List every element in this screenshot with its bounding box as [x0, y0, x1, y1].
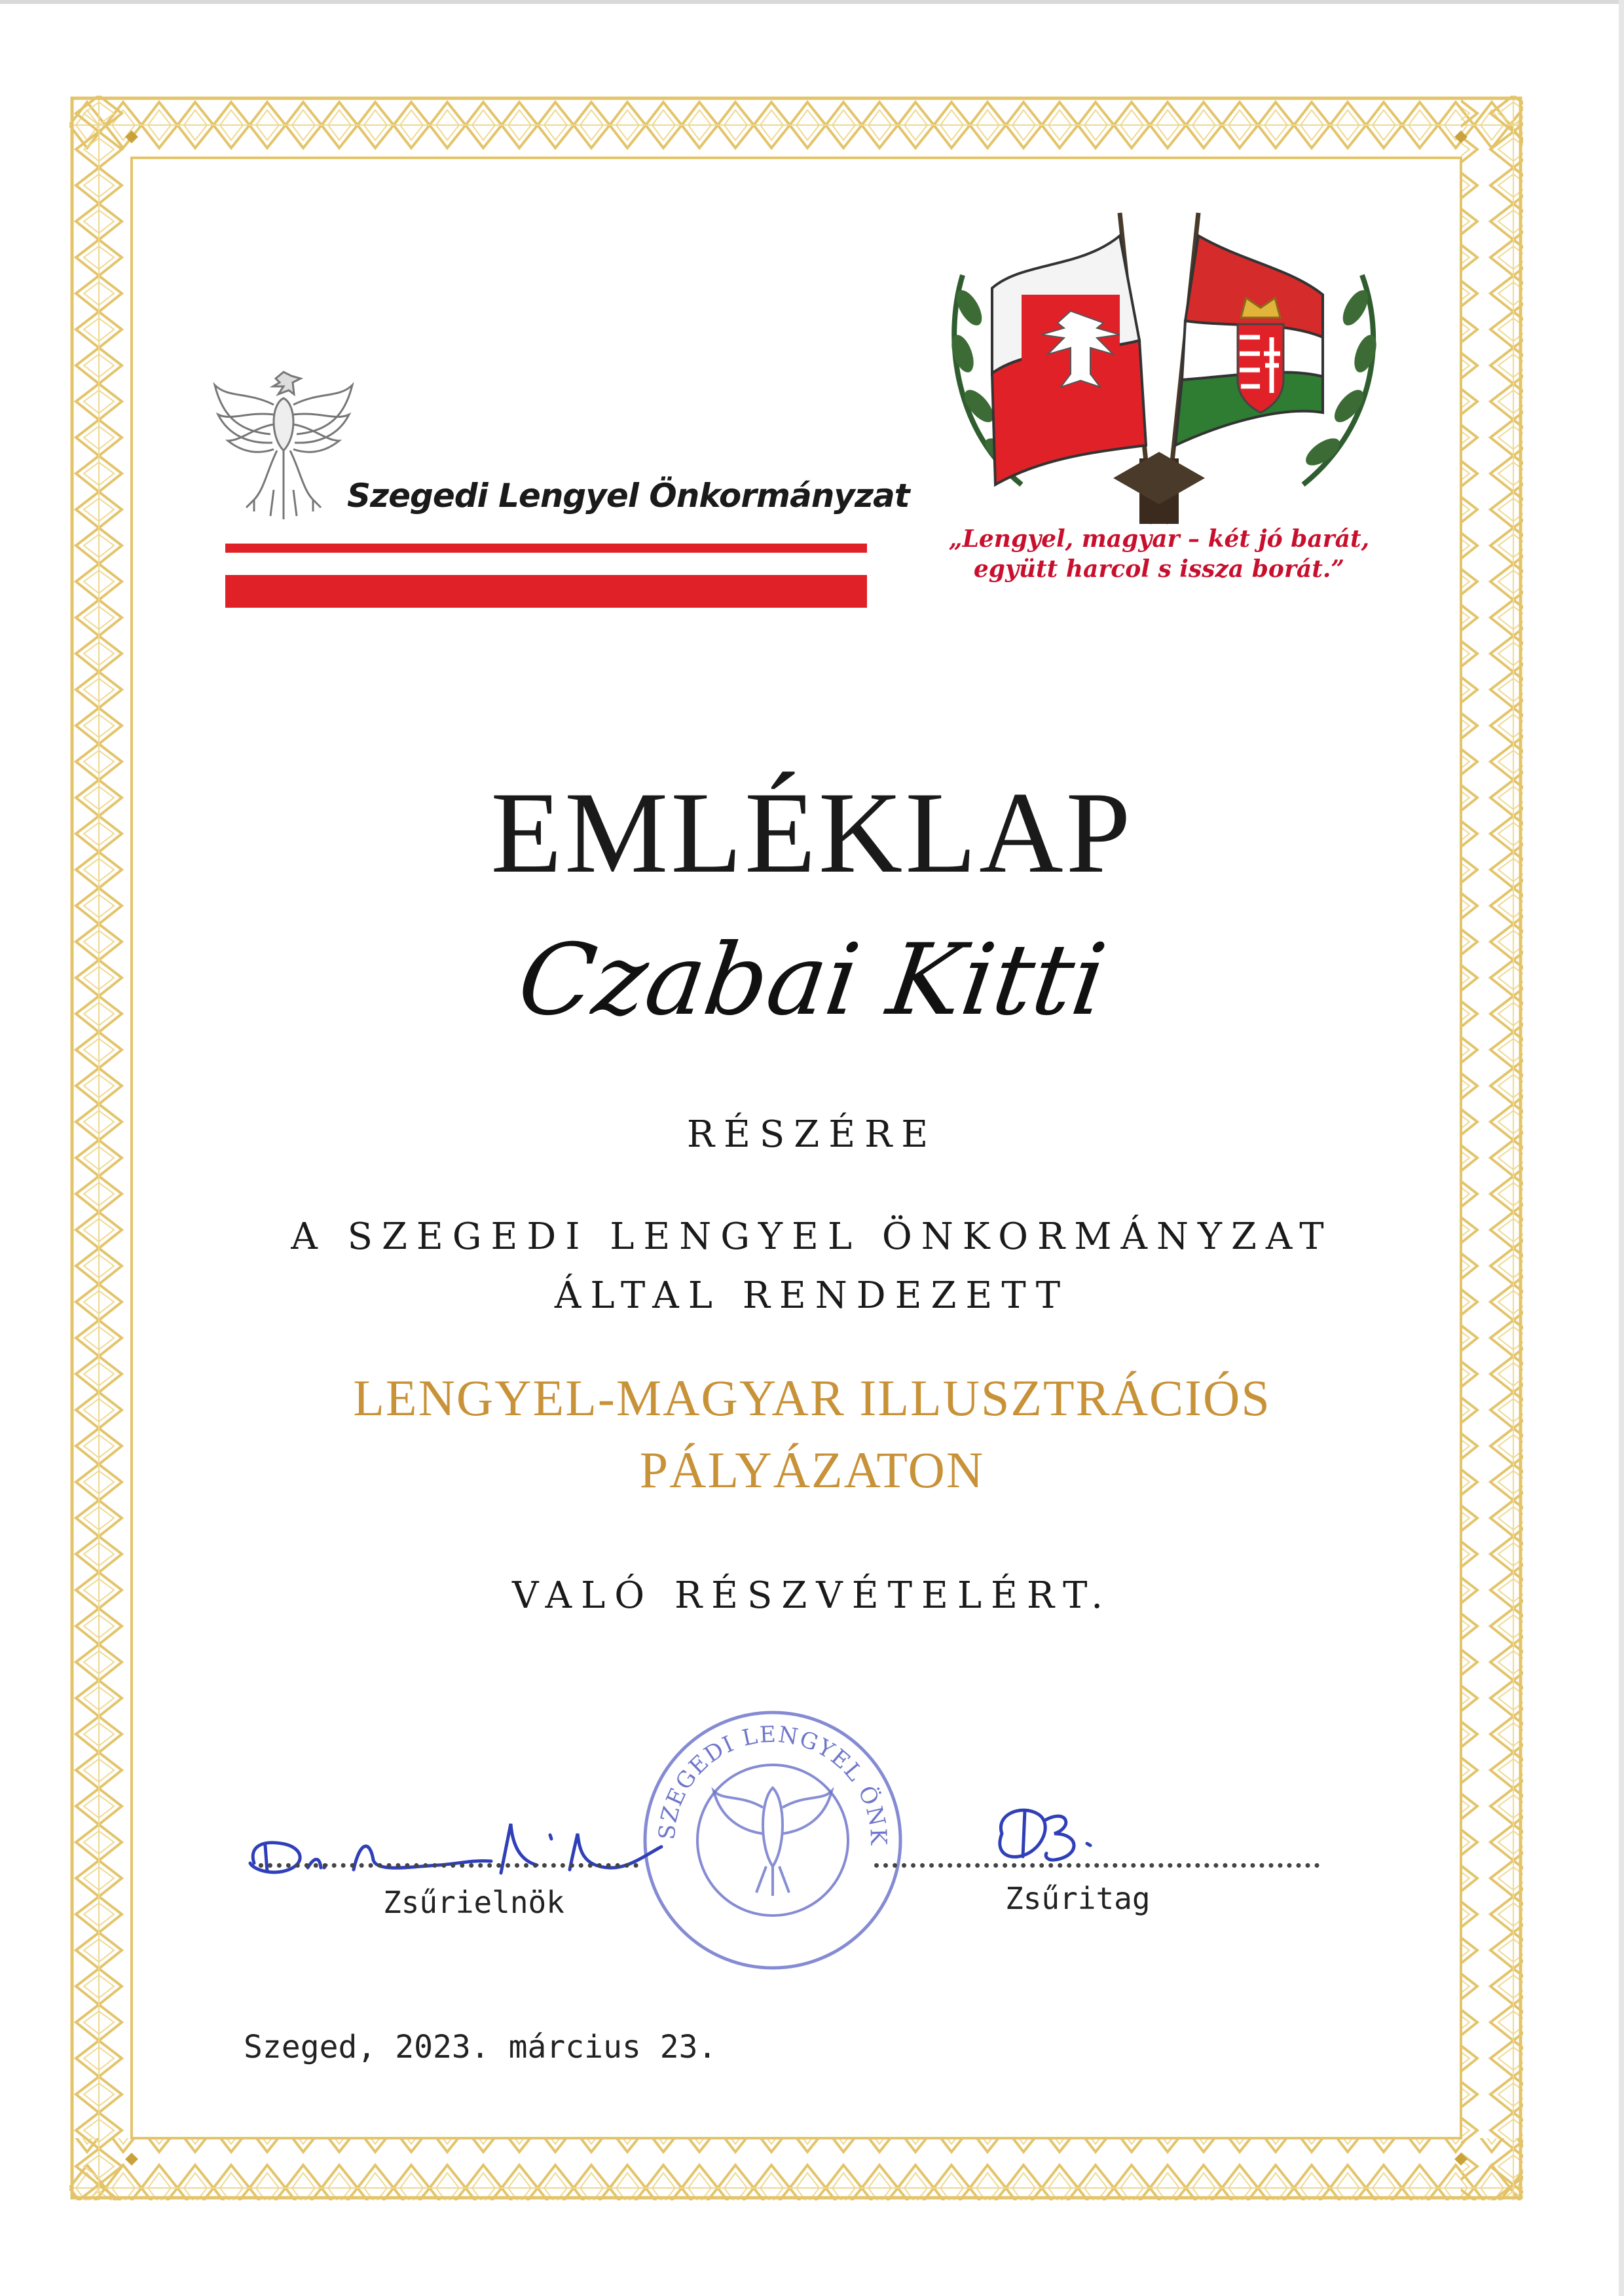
emblem-motto-line2: együtt harcol s issza borát.”	[973, 555, 1345, 583]
place-and-date: Szeged, 2023. március 23.	[244, 2029, 717, 2065]
jury-chair-signature	[242, 1794, 714, 1893]
jury-member-signature-line	[874, 1863, 1320, 1868]
red-stripe-thin	[225, 544, 867, 553]
recipient-name: Czabai Kitti	[511, 923, 1113, 1037]
jury-member-label: Zsűritag	[1005, 1881, 1151, 1916]
red-stripe-thick	[225, 575, 867, 608]
certificate-title: EMLÉKLAP	[490, 768, 1134, 897]
contest-line1: LENGYEL-MAGYAR ILLUSZTRÁCIÓS	[353, 1369, 1271, 1426]
for-line: RÉSZÉRE	[686, 1113, 938, 1156]
polish-eagle-icon	[208, 359, 359, 524]
jury-chair-signature-line	[259, 1863, 638, 1868]
participation-line: VALÓ RÉSZVÉTELÉRT.	[511, 1574, 1112, 1617]
organization-name: Szegedi Lengyel Önkormányzat	[347, 477, 910, 515]
organizer-line1: A SZEGEDI LENGYEL ÖNKORMÁNYZAT	[291, 1215, 1333, 1258]
scan-edge-top	[0, 0, 1624, 4]
organizer-line2: ÁLTAL RENDEZETT	[554, 1274, 1070, 1317]
contest-line2: PÁLYÁZATON	[639, 1441, 985, 1498]
stamp-text: SZEGEDI LENGYEL ÖNK	[654, 1721, 892, 1847]
emblem-motto	[930, 524, 1388, 584]
emblem-motto-line1: „Lengyel, magyar – két jó barát,	[948, 525, 1370, 553]
jury-chair-label: Zsűrielnök	[383, 1885, 564, 1920]
